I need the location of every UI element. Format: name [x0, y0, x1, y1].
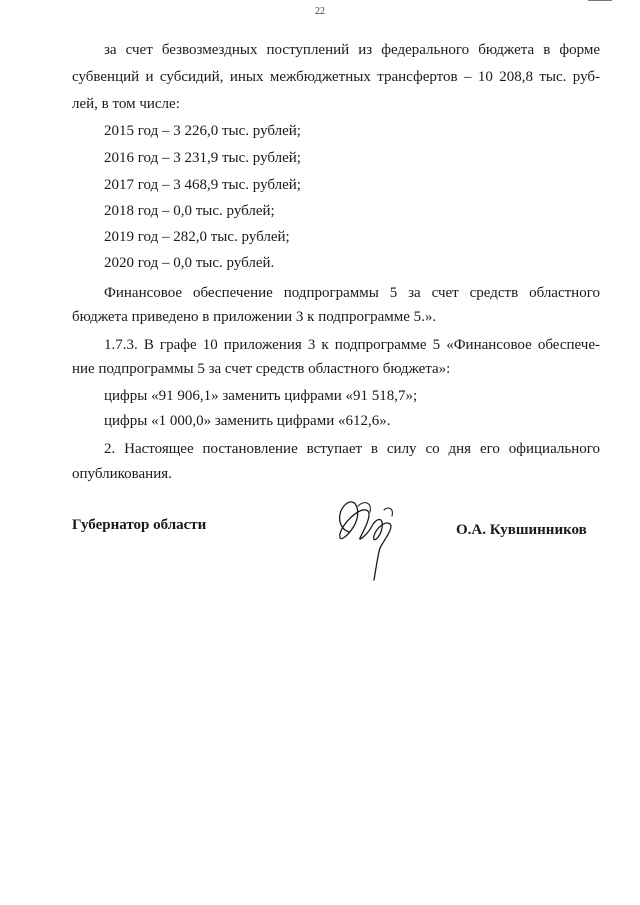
year-line-2017: 2017 год – 3 468,9 тыс. рублей;	[104, 177, 301, 193]
financing-line-2: бюджета приведено в приложении 3 к подпрограмме 5.».	[72, 309, 437, 325]
year-line-2016: 2016 год – 3 231,9 тыс. рублей;	[104, 150, 301, 166]
item-173-line-2: ние подпрограммы 5 за счет средств областного бюджета»:	[72, 361, 451, 377]
replace-line-2: цифры «1 000,0» заменить цифрами «612,6».	[104, 413, 391, 429]
intro-line-2: субвенций и субсидий, иных межбюджетных трансфертов – 10 208,8 тыс. руб-	[72, 69, 600, 85]
corner-mark	[588, 0, 612, 5]
item-2-line-2: опубликования.	[72, 466, 172, 482]
year-line-2018: 2018 год – 0,0 тыс. рублей;	[104, 203, 275, 219]
year-line-2019: 2019 год – 282,0 тыс. рублей;	[104, 229, 290, 245]
signer-title: Губернатор области	[72, 517, 207, 533]
intro-line-3: лей, в том числе:	[72, 96, 180, 112]
signer-name: О.А. Кувшинников	[456, 522, 587, 538]
year-line-2015: 2015 год – 3 226,0 тыс. рублей;	[104, 123, 301, 139]
financing-line-1: Финансовое обеспечение подпрограммы 5 за счет средств областного	[104, 285, 600, 301]
page-number: 22	[315, 6, 325, 17]
intro-line-1: за счет безвозмездных поступлений из федерального бюджета в форме	[104, 42, 600, 58]
item-173-line-1: 1.7.3. В графе 10 приложения 3 к подпрограмме 5 «Финансовое обеспече-	[104, 337, 600, 353]
replace-line-1: цифры «91 906,1» заменить цифрами «91 518,7»;	[104, 388, 418, 404]
handwritten-signature	[328, 490, 408, 582]
year-line-2020: 2020 год – 0,0 тыс. рублей.	[104, 255, 275, 271]
item-2-line-1: 2. Настоящее постановление вступает в силу со дня его официального	[104, 441, 600, 457]
